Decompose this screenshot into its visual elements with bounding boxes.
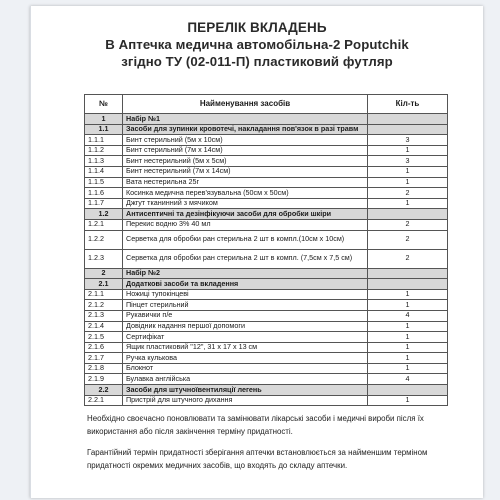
item-quantity: [368, 114, 448, 125]
item-quantity: 1: [368, 342, 448, 353]
item-number: 1.1.1: [85, 135, 123, 146]
item-number: 1: [85, 114, 123, 125]
item-name: Набір №1: [123, 114, 368, 125]
item-number: 2.1.5: [85, 332, 123, 343]
note-shelf-life: Гарантійний термін придатності зберігання аптечки встановлюється за найменшим терміном придатності окремих медичних засобів, що входять до складу аптечки.: [87, 448, 428, 470]
document-subtitle: В Аптечка медична автомобільна-2 Poputchik: [105, 37, 409, 52]
item-name: Бинт стерильний (7м х 14см): [123, 145, 368, 156]
contents-table: [84, 94, 448, 406]
table-row: [85, 342, 448, 353]
item-name: Блокнот: [123, 363, 368, 374]
item-quantity: 1: [368, 395, 448, 406]
table-row: [85, 166, 448, 177]
item-quantity: 1: [368, 321, 448, 332]
item-quantity: 2: [368, 249, 448, 268]
table-row: [85, 363, 448, 374]
item-quantity: 3: [368, 135, 448, 146]
table-row: [85, 156, 448, 167]
table-header-row: [85, 95, 448, 114]
item-number: 2.1.3: [85, 310, 123, 321]
section-row: [85, 279, 448, 290]
document-title: ПЕРЕЛІК ВКЛАДЕНЬ: [187, 20, 327, 35]
item-name: Серветка для обробки ран стерильна 2 шт в компл. (7,5см х 7,5 см): [123, 249, 368, 268]
item-number: 1.1: [85, 124, 123, 135]
item-number: 2.1: [85, 279, 123, 290]
item-quantity: [368, 268, 448, 279]
item-number: 2.1.1: [85, 289, 123, 300]
table-row: [85, 177, 448, 188]
table-row: [85, 374, 448, 385]
item-number: 2: [85, 268, 123, 279]
item-quantity: [368, 385, 448, 396]
note-replace-items: Необхідно своєчасно поновлювати та замінювати лікарські засоби і медичні вироби після їх використання або після закінчення терміну придатності.: [87, 414, 424, 436]
item-name: Ящик пластиковий "12", 31 х 17 х 13 см: [123, 342, 368, 353]
item-quantity: 1: [368, 363, 448, 374]
table-row: [85, 249, 448, 268]
item-quantity: 1: [368, 145, 448, 156]
item-quantity: 1: [368, 166, 448, 177]
section-row: [85, 124, 448, 135]
item-number: 1.2.1: [85, 219, 123, 230]
table-row: [85, 135, 448, 146]
item-number: 1.1.2: [85, 145, 123, 156]
item-name: Бинт стерильний (5м х 10см): [123, 135, 368, 146]
item-quantity: 1: [368, 300, 448, 311]
item-number: 2.1.6: [85, 342, 123, 353]
item-quantity: 1: [368, 289, 448, 300]
item-name: Бинт нестерильний (5м х 5см): [123, 156, 368, 167]
item-quantity: 1: [368, 332, 448, 343]
item-name: Додаткові засоби та вкладення: [123, 279, 368, 290]
section-row: [85, 385, 448, 396]
table-row: [85, 353, 448, 364]
table-row: [85, 145, 448, 156]
header-quantity: Кіл-ть: [368, 95, 448, 114]
item-name: Засоби для штучноївентиляції легень: [123, 385, 368, 396]
item-name: Довідник надання першої допомоги: [123, 321, 368, 332]
document-spec: згідно ТУ (02-011-П) пластиковий футляр: [121, 54, 393, 69]
item-name: Рукавички п/е: [123, 310, 368, 321]
item-name: Сертифікат: [123, 332, 368, 343]
section-row: [85, 114, 448, 125]
document-sheet: [30, 6, 483, 498]
item-number: 1.1.6: [85, 188, 123, 199]
item-name: Пінцет стерильний: [123, 300, 368, 311]
item-name: Ручка кулькова: [123, 353, 368, 364]
item-name: Джгут тканинний з мячиком: [123, 198, 368, 209]
item-quantity: 4: [368, 374, 448, 385]
item-quantity: [368, 124, 448, 135]
item-name: Бинт нестерильний (7м х 14см): [123, 166, 368, 177]
item-name: Антисептичні та дезінфікуючи засоби для обробки шкіри: [123, 209, 368, 220]
item-quantity: 4: [368, 310, 448, 321]
item-number: 2.2.1: [85, 395, 123, 406]
item-name: Косинка медична перев'язувальна (50см х 50см): [123, 188, 368, 199]
item-number: 1.1.7: [85, 198, 123, 209]
item-number: 1.2.3: [85, 249, 123, 268]
item-name: Булавка англійська: [123, 374, 368, 385]
item-number: 1.1.5: [85, 177, 123, 188]
item-quantity: 2: [368, 219, 448, 230]
table-row: [85, 188, 448, 199]
table-row: [85, 321, 448, 332]
item-name: Перекис водню 3% 40 мл: [123, 219, 368, 230]
table-row: [85, 395, 448, 406]
section-row: [85, 268, 448, 279]
item-number: 2.1.8: [85, 363, 123, 374]
item-name: Серветка для обробки ран стерильна 2 шт в компл.(10см х 10см): [123, 230, 368, 249]
item-name: Набір №2: [123, 268, 368, 279]
item-number: 2.2: [85, 385, 123, 396]
item-number: 1.1.4: [85, 166, 123, 177]
header-name: Найменування засобів: [123, 95, 368, 114]
item-number: 1.2.2: [85, 230, 123, 249]
table-row: [85, 300, 448, 311]
item-quantity: 1: [368, 177, 448, 188]
item-name: Пристрій для штучного дихання: [123, 395, 368, 406]
item-quantity: [368, 279, 448, 290]
table-row: [85, 230, 448, 249]
table-row: [85, 219, 448, 230]
item-quantity: 3: [368, 156, 448, 167]
item-name: Вата нестерильна 25г: [123, 177, 368, 188]
item-quantity: [368, 209, 448, 220]
item-number: 2.1.7: [85, 353, 123, 364]
table-row: [85, 310, 448, 321]
item-quantity: 1: [368, 198, 448, 209]
item-number: 1.1.3: [85, 156, 123, 167]
section-row: [85, 209, 448, 220]
table-row: [85, 332, 448, 343]
header-number: №: [85, 95, 123, 114]
item-number: 2.1.9: [85, 374, 123, 385]
item-name: Ножиці тупокінцеві: [123, 289, 368, 300]
item-number: 2.1.4: [85, 321, 123, 332]
item-quantity: 2: [368, 230, 448, 249]
item-number: 2.1.2: [85, 300, 123, 311]
item-name: Засоби для зупинки кровотечі, накладання пов'язок в разі травм: [123, 124, 368, 135]
item-number: 1.2: [85, 209, 123, 220]
table-row: [85, 198, 448, 209]
table-row: [85, 289, 448, 300]
item-quantity: 2: [368, 188, 448, 199]
item-quantity: 1: [368, 353, 448, 364]
